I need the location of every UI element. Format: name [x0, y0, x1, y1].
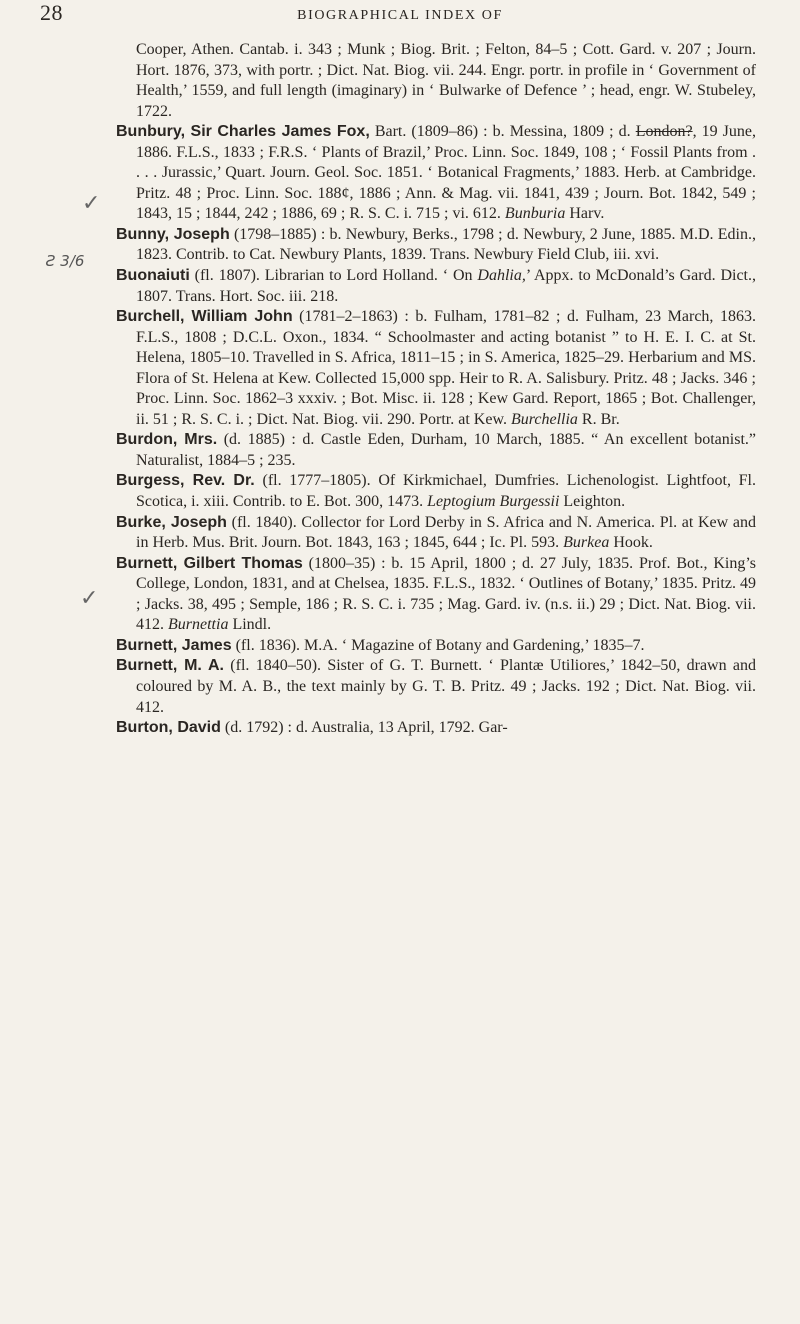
index-entry-burnett-james — [116, 636, 756, 657]
index-entry-buonaiuti — [116, 266, 756, 307]
entry-text: Leighton. — [559, 493, 626, 511]
index-entry-burton — [116, 718, 756, 739]
entry-text: (d. 1885) : d. Castle Eden, Durham, 10 March, 1885. “ An excellent botanist.” Naturalist, 1884–5 ; 235. — [136, 431, 757, 469]
entry-text: (1800–35) : b. 15 April, 1800 ; d. 27 July, 1835. Prof. Bot., King’s College, London, 1831, and at Chelsea, 1835. F.L.S., 1832. ‘ Outlines of Botany,’ 1835. Pritz. 49 ; Jacks. 38, 495 ; Semple, 186 ; R. S. C. i. 735 ; Mag. Gard. iv. (n.s. ii.) 29 ; Dict. Nat. Biog. vii. 412. — [136, 554, 756, 634]
page-number: 28 — [40, 0, 63, 25]
entry-text: Hook. — [609, 534, 653, 552]
entry-text: Bart. (1809–86) : b. Messina, 1809 ; d. — [369, 123, 636, 141]
entry-text: R. Br. — [577, 410, 620, 428]
entry-name: Buonaiuti — [116, 267, 190, 285]
index-entry-burke — [116, 513, 756, 554]
running-head: BIOGRAPHICAL INDEX OF — [297, 8, 503, 23]
entry-name: Burton, David — [116, 719, 221, 737]
entry-name: Burnett, James — [116, 636, 232, 654]
entry-text: , 19 June, 1886. F.L.S., 1833 ; F.R.S. ‘ Plants of Brazil,’ Proc. Linn. Soc. 1849, 108 ; ‘ Fossil Plants from . . . . Jurassic,’ Quart. Journ. Geol. Soc. 1851. ‘ Botanical Fragments,’ 1883. Herb. at Cambridge. Pritz. 48 ; Proc. Linn. Soc. 188¢, 1886 ; Ann. & Mag. vii. 1841, 439 ; Journ. Bot. 1842, 549 ; 1843, 15 ; 1844, 242 ; 1886, 69 ; R. S. C. i. 715 ; vi. 612. — [136, 123, 757, 223]
index-entry-burchell — [116, 307, 756, 430]
index-entry-cooper-continued — [116, 40, 756, 122]
entry-name: Burdon, Mrs. — [116, 431, 218, 449]
margin-handwritten-note: Ƨ 3/6 — [46, 252, 85, 270]
entry-italic: Bunburia — [504, 205, 566, 223]
entry-text: (fl. 1840–50). Sister of G. T. Burnett. ‘ Plantæ Utiliores,’ 1842–50, drawn and coloured by M. A. B., the text mainly by G. T. B. Pritz. 49 ; Jacks. 192 ; Dict. Nat. Biog. vii. 412. — [136, 657, 757, 716]
entry-text: (fl. 1777–1805). Of Kirkmichael, Dumfries. Lichenologist. Lightfoot, Fl. Scotica, i. xiii. Contrib. to E. Bot. 300, 1473. — [136, 472, 757, 511]
index-entry-bunbury — [116, 122, 756, 225]
entry-name: Burnett, Gilbert Thomas — [116, 554, 303, 572]
entry-text: Harv. — [565, 205, 605, 223]
index-entry-burnett-m — [116, 656, 756, 718]
entry-text: (fl. 1836). M.A. ‘ Magazine of Botany and Gardening,’ 1835–7. — [231, 636, 645, 654]
index-entry-burdon — [116, 430, 756, 471]
entry-text: (fl. 1840). Collector for Lord Derby in S. Africa and N. America. Pl. at Kew and in Herb. Mus. Brit. Journ. Bot. 1843, 163 ; 1845, 644 ; Ic. Pl. 593. — [136, 513, 756, 552]
entry-text: (1781–2–1863) : b. Fulham, 1781–82 ; d. Fulham, 23 March, 1863. F.L.S., 1808 ; D.C.L. Oxon., 1834. “ Schoolmaster and acting botanist ” to H. E. I. C. at St. Helena, 1805–10. Travelled in S. Africa, 1811–15 ; in S. America, 1825–29. Herbarium and MS. Flora of St. Helena at Kew. Collected 15,000 spp. Heir to R. A. Salisbury. Pritz. 48 ; Jacks. 346 ; Proc. Linn. Soc. 1862–3 xxxiv. ; Bot. Misc. ii. 128 ; Kew Gard. Report, 1865 ; Bot. Challenger, ii. 51 ; R. S. C. i. ; Dict. Nat. Biog. vii. 290. Portr. at Kew. — [136, 308, 756, 428]
index-entry-bunny — [116, 225, 756, 266]
entry-italic: Leptogium Burgessii — [427, 493, 560, 511]
entry-italic: Burkea — [563, 534, 610, 552]
entry-name: Burnett, M. A. — [116, 657, 224, 675]
margin-tick-mark: ✓ — [82, 191, 101, 216]
entry-text: Lindl. — [228, 616, 272, 634]
entry-name: Burchell, William John — [116, 308, 293, 326]
index-entries — [116, 40, 756, 739]
entry-italic: Burnettia — [168, 616, 229, 634]
entry-text: (fl. 1807). Librarian to Lord Holland. ‘ On — [189, 267, 478, 285]
entry-name: Burke, Joseph — [116, 513, 227, 531]
entry-text: (1798–1885) : b. Newbury, Berks., 1798 ; d. Newbury, 2 June, 1885. M.D. Edin., 1823. Contrib. to Cat. Newbury Plants, 1839. Trans. Newbury Field Club, iii. xvi. — [136, 225, 756, 264]
entry-italic: Burchellia — [510, 410, 578, 428]
entry-italic: Dahlia, — [477, 267, 526, 285]
entry-text: (d. 1792) : d. Australia, 13 April, 1792. Gar- — [220, 719, 508, 737]
entry-name: Bunbury, Sir Charles James Fox, — [116, 123, 370, 141]
entry-name: Burgess, Rev. Dr. — [116, 472, 255, 490]
index-entry-burgess — [116, 471, 756, 512]
struck-text: London? — [635, 123, 693, 141]
entry-text: Cooper, Athen. Cantab. i. 343 ; Munk ; Biog. Brit. ; Felton, 84–5 ; Cott. Gard. v. 207 ; Journ. Hort. 1876, 373, with portr. ; Dict. Nat. Biog. vii. 244. Engr. portr. in profile in ‘ Government of Health,’ 1559, and full length (imaginary) in ‘ Bulwarke of Defence ’ ; head, engr. W. Stubeley, 1722. — [136, 41, 756, 120]
index-entry-burnett-gilbert — [116, 554, 756, 636]
entry-name: Bunny, Joseph — [116, 225, 230, 243]
margin-tick-mark: ✓ — [80, 586, 99, 611]
entry-text: ’ Appx. to McDonald’s Gard. Dict., 1807. Trans. Hort. Soc. iii. 218. — [136, 267, 757, 305]
